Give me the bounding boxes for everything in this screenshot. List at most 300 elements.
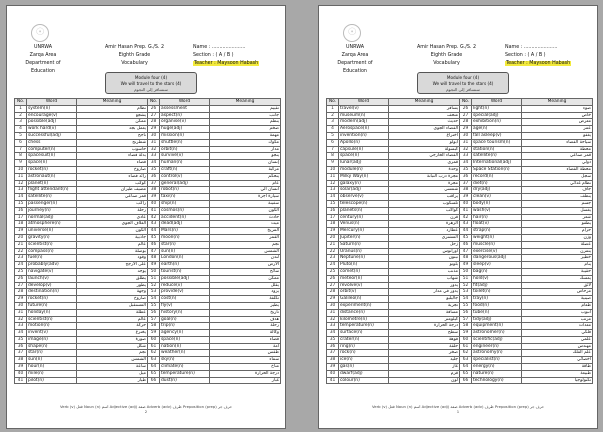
table-row bbox=[327, 139, 593, 146]
word-cell: trip(n) bbox=[160, 323, 210, 330]
meaning-cell: يمسك bbox=[522, 275, 593, 282]
row-number: 38 bbox=[15, 357, 27, 364]
meaning-cell: جاف bbox=[522, 187, 593, 194]
word-cell: possible(adj) bbox=[27, 119, 77, 126]
meaning-cell: قمر صناعي bbox=[77, 194, 148, 201]
row-number: 44 bbox=[460, 228, 472, 235]
meaning-cell: إنسان bbox=[210, 160, 281, 167]
word-cell: light(n) bbox=[472, 105, 522, 112]
row-number: 34 bbox=[327, 330, 339, 337]
row-number: 27 bbox=[15, 282, 27, 289]
row-number: 38 bbox=[460, 187, 472, 194]
word-cell: galaxy(n) bbox=[339, 180, 389, 187]
table-row bbox=[327, 207, 593, 214]
word-cell: toilet(n) bbox=[472, 289, 522, 296]
word-cell: Mercury(n) bbox=[339, 228, 389, 235]
row-number: 55 bbox=[148, 302, 160, 309]
school-name: Amir Hasan Prep. G./S. 2 bbox=[416, 45, 477, 50]
module-subtitle-arabic: سنسافر إلى النجوم bbox=[446, 87, 480, 92]
meaning-cell: وكالة bbox=[210, 330, 281, 337]
row-number: 8 bbox=[15, 153, 27, 160]
word-cell: museum(n) bbox=[339, 112, 389, 119]
word-cell: history(n) bbox=[160, 309, 210, 316]
table-row bbox=[15, 194, 281, 201]
row-number: 1 bbox=[15, 105, 27, 112]
meaning-cell: معدات bbox=[522, 323, 593, 330]
meaning-cell: معرض bbox=[522, 119, 593, 126]
meaning-cell: صاروخ bbox=[77, 166, 148, 173]
row-number: 13 bbox=[327, 187, 339, 194]
table-row bbox=[327, 316, 593, 323]
meaning-cell: زحل bbox=[389, 241, 460, 248]
row-number: 5 bbox=[15, 132, 27, 139]
meaning-cell: عطلة bbox=[77, 309, 148, 316]
row-number: 28 bbox=[460, 119, 472, 126]
table-row bbox=[15, 200, 281, 207]
word-cell: experiment(n) bbox=[339, 302, 389, 309]
meaning-cell: أورانوس bbox=[389, 248, 460, 255]
row-number: 46 bbox=[148, 241, 160, 248]
table-row bbox=[327, 112, 593, 119]
word-cell: food(n) bbox=[472, 302, 522, 309]
table-row bbox=[15, 364, 281, 371]
row-number: 9 bbox=[327, 160, 339, 167]
meaning-cell: حاسوب bbox=[77, 146, 148, 153]
table-row bbox=[15, 370, 281, 377]
meaning-cell: ضوء bbox=[522, 105, 593, 112]
row-number: 18 bbox=[15, 221, 27, 228]
meaning-cell: المستقبل bbox=[77, 302, 148, 309]
subject-label: Vocabulary bbox=[121, 61, 148, 66]
meaning-cell: كواكب bbox=[389, 207, 460, 214]
table-row bbox=[327, 370, 593, 377]
row-number: 30 bbox=[460, 132, 472, 139]
row-number: 66 bbox=[460, 377, 472, 384]
meaning-cell: الغلاف الجوي bbox=[77, 221, 148, 228]
row-number: 52 bbox=[460, 282, 472, 289]
word-cell: sun(n) bbox=[160, 248, 210, 255]
row-number: 56 bbox=[460, 309, 472, 316]
table-row bbox=[327, 214, 593, 221]
meaning-cell: ينظف bbox=[522, 194, 593, 201]
word-cell: cosmos(n) bbox=[160, 207, 210, 214]
table-row bbox=[15, 234, 281, 241]
word-cell: agency(n) bbox=[160, 330, 210, 337]
unrwa-logo-icon: ☉ bbox=[31, 24, 49, 42]
table-row bbox=[327, 146, 593, 153]
meaning-cell: علم الفلك bbox=[522, 350, 593, 357]
meaning-cell: شعر bbox=[522, 214, 593, 221]
meaning-cell: قمر صناعي bbox=[522, 153, 593, 160]
meaning-cell: غبار bbox=[210, 377, 281, 384]
word-cell: launch(v) bbox=[27, 275, 77, 282]
word-cell: comet(n) bbox=[339, 268, 389, 275]
column-header-no: No. bbox=[148, 99, 160, 106]
module-subtitle-arabic: سنسافر إلى النجوم bbox=[134, 87, 168, 92]
word-cell: destination(n) bbox=[27, 289, 77, 296]
word-cell: telescope(n) bbox=[339, 200, 389, 207]
row-number: 65 bbox=[148, 370, 160, 377]
row-number: 21 bbox=[327, 241, 339, 248]
meaning-cell: قرن bbox=[389, 214, 460, 221]
meaning-cell: جاليليو bbox=[389, 296, 460, 303]
word-cell: satellite(n) bbox=[472, 153, 522, 160]
row-number: 44 bbox=[148, 228, 160, 235]
meaning-cell: صورة bbox=[77, 336, 148, 343]
row-number: 17 bbox=[327, 214, 339, 221]
row-number: 2 bbox=[15, 112, 27, 119]
row-number: 37 bbox=[15, 350, 27, 357]
row-number: 17 bbox=[15, 214, 27, 221]
row-number: 42 bbox=[460, 214, 472, 221]
row-number: 18 bbox=[327, 221, 339, 228]
table-row bbox=[15, 323, 281, 330]
table-row bbox=[327, 289, 593, 296]
meaning-cell: فوهة bbox=[389, 336, 460, 343]
word-cell: London(n) bbox=[160, 255, 210, 262]
table-row bbox=[15, 330, 281, 337]
row-number: 48 bbox=[148, 255, 160, 262]
word-cell: ring(n) bbox=[339, 343, 389, 350]
name-field: Name : ...................... bbox=[505, 45, 558, 50]
meaning-cell: سيارة أجرة bbox=[210, 194, 281, 201]
row-number: 32 bbox=[148, 146, 160, 153]
table-row bbox=[327, 221, 593, 228]
word-cell: aspect(n) bbox=[160, 112, 210, 119]
meaning-cell: بدلة فضاء bbox=[77, 153, 148, 160]
meaning-cell: قزم bbox=[389, 370, 460, 377]
row-number: 6 bbox=[327, 139, 339, 146]
row-number: 39 bbox=[15, 364, 27, 371]
word-cell: weather(n) bbox=[160, 350, 210, 357]
word-cell: taxi(n) bbox=[160, 194, 210, 201]
word-cell: rocket(n) bbox=[27, 296, 77, 303]
word-cell: International(adj) bbox=[472, 160, 522, 167]
word-cell: sleep(v) bbox=[472, 262, 522, 269]
row-number: 37 bbox=[327, 350, 339, 357]
meaning-cell: وقود bbox=[77, 255, 148, 262]
word-cell: robot(n) bbox=[160, 187, 210, 194]
word-cell: general(adj) bbox=[160, 180, 210, 187]
word-cell: specialist(n) bbox=[472, 357, 522, 364]
table-row bbox=[15, 302, 281, 309]
word-cell: planets(n) bbox=[339, 207, 389, 214]
column-header-meaning: Meaning bbox=[522, 99, 593, 106]
row-number: 41 bbox=[460, 207, 472, 214]
module-title: Module four (4) bbox=[134, 75, 168, 80]
row-number: 34 bbox=[15, 330, 27, 337]
table-row bbox=[15, 282, 281, 289]
row-number: 16 bbox=[327, 207, 339, 214]
vocabulary-table bbox=[326, 98, 593, 384]
module-subtitle: We will travel to the stars (4) bbox=[432, 81, 494, 86]
meaning-cell: تكلفة bbox=[210, 296, 281, 303]
word-cell: module(n) bbox=[339, 166, 389, 173]
meaning-cell: تلسكوب bbox=[389, 200, 460, 207]
row-number: 30 bbox=[15, 302, 27, 309]
row-number: 62 bbox=[148, 350, 160, 357]
meaning-cell: يطفو bbox=[522, 221, 593, 228]
meaning-cell: جليد bbox=[389, 357, 460, 364]
word-cell: reduce(v) bbox=[160, 282, 210, 289]
meaning-cell: يغفو bbox=[522, 132, 593, 139]
row-number: 53 bbox=[460, 289, 472, 296]
row-number: 27 bbox=[148, 112, 160, 119]
word-cell: navigate(v) bbox=[27, 268, 77, 275]
table-row bbox=[327, 343, 593, 350]
word-cell: successful(adj) bbox=[27, 132, 77, 139]
table-row bbox=[327, 262, 593, 269]
word-cell: float(v) bbox=[472, 221, 522, 228]
page-header bbox=[7, 6, 285, 72]
row-number: 63 bbox=[148, 357, 160, 364]
meaning-cell: طقس bbox=[210, 350, 281, 357]
word-cell: planet(n) bbox=[27, 180, 77, 187]
meaning-cell: نجم bbox=[77, 350, 148, 357]
row-number: 65 bbox=[460, 370, 472, 377]
meaning-cell: ضخم bbox=[210, 126, 281, 133]
row-number: 23 bbox=[327, 255, 339, 262]
word-cell: century(n) bbox=[339, 214, 389, 221]
meaning-cell: اختراع bbox=[389, 132, 460, 139]
meaning-cell: صخر bbox=[389, 350, 460, 357]
row-number: 27 bbox=[327, 282, 339, 289]
table-header-row bbox=[327, 99, 593, 106]
meaning-cell: الأرض bbox=[210, 262, 281, 269]
word-cell: bag(n) bbox=[472, 268, 522, 275]
meaning-cell: حديث bbox=[389, 119, 460, 126]
word-cell: sun(n) bbox=[27, 357, 77, 364]
word-cell: crater(n) bbox=[339, 336, 389, 343]
class-info bbox=[102, 44, 167, 68]
word-cell: goal(n) bbox=[160, 316, 210, 323]
meaning-cell: الكون bbox=[77, 228, 148, 235]
word-cell: Galileo(n) bbox=[339, 296, 389, 303]
word-cell: space tourism(n) bbox=[472, 139, 522, 146]
table-row bbox=[327, 160, 593, 167]
row-number: 57 bbox=[148, 316, 160, 323]
table-row bbox=[327, 323, 593, 330]
word-cell: tidy(adj) bbox=[472, 316, 522, 323]
table-row bbox=[15, 296, 281, 303]
meaning-cell: حقيبة bbox=[522, 268, 593, 275]
table-row bbox=[15, 153, 281, 160]
row-number: 42 bbox=[148, 214, 160, 221]
table-row bbox=[327, 241, 593, 248]
table-row bbox=[15, 309, 281, 316]
org-name: UNRWA bbox=[34, 45, 52, 50]
word-cell: Milky Way(n) bbox=[339, 173, 389, 180]
module-banner bbox=[417, 72, 509, 94]
word-cell: capsule(n) bbox=[339, 146, 389, 153]
row-number: 14 bbox=[327, 194, 339, 201]
row-number: 59 bbox=[148, 330, 160, 337]
legend-text: Verb (v) فعل Noun (n) اسم Adjective (adj) صفة Adverb (adv) ظرف Preposition (prep) حرف جر bbox=[371, 404, 545, 409]
meaning-cell: أخصائي bbox=[522, 357, 593, 364]
meaning-cell: كوكب bbox=[77, 180, 148, 187]
word-cell: rocket(n) bbox=[27, 166, 77, 173]
module-title: Module four (4) bbox=[446, 75, 480, 80]
word-cell: Jupiter(n) bbox=[339, 234, 389, 241]
meaning-cell: كيلومتر bbox=[389, 316, 460, 323]
word-cell: wash(v) bbox=[472, 207, 522, 214]
row-number: 51 bbox=[460, 275, 472, 282]
row-number: 8 bbox=[327, 153, 339, 160]
column-header-word: Word bbox=[27, 99, 77, 106]
word-cell: travel(v) bbox=[339, 105, 389, 112]
row-number: 34 bbox=[148, 160, 160, 167]
word-cell: probably(adv) bbox=[27, 262, 77, 269]
row-number: 36 bbox=[460, 173, 472, 180]
table-row bbox=[15, 112, 281, 119]
word-cell: Uranus(n) bbox=[339, 248, 389, 255]
row-number: 13 bbox=[15, 187, 27, 194]
table-row bbox=[15, 139, 281, 146]
row-number: 61 bbox=[148, 343, 160, 350]
word-cell: temperature(n) bbox=[160, 370, 210, 377]
table-row bbox=[327, 255, 593, 262]
meaning-cell: لائق bbox=[522, 282, 593, 289]
word-cell: lunar(adj) bbox=[339, 160, 389, 167]
row-number: 1 bbox=[327, 105, 339, 112]
meaning-cell: ينام bbox=[522, 262, 593, 269]
row-number: 4 bbox=[15, 126, 27, 133]
page-footer bbox=[15, 404, 277, 414]
meaning-cell: يطلق bbox=[77, 275, 148, 282]
word-cell: hour(n) bbox=[27, 364, 77, 371]
meaning-cell: يسافر bbox=[389, 105, 460, 112]
area-name: Zarqa Area bbox=[341, 53, 369, 58]
meaning-cell: نظام bbox=[77, 105, 148, 112]
word-cell: passenger(n) bbox=[27, 200, 77, 207]
row-number: 26 bbox=[327, 275, 339, 282]
row-number: 10 bbox=[327, 166, 339, 173]
word-cell: Neptune(n) bbox=[339, 255, 389, 262]
table-row bbox=[327, 377, 593, 384]
row-number: 24 bbox=[15, 262, 27, 269]
row-number: 11 bbox=[327, 173, 339, 180]
meaning-cell: سائح bbox=[210, 268, 281, 275]
table-row bbox=[327, 194, 593, 201]
meaning-cell: يغسل bbox=[522, 207, 593, 214]
row-number: 58 bbox=[460, 323, 472, 330]
word-cell: dwarf(adj) bbox=[339, 370, 389, 377]
row-number: 48 bbox=[460, 255, 472, 262]
meaning-cell: عطارد bbox=[389, 228, 460, 235]
word-cell: moon(n) bbox=[160, 234, 210, 241]
meaning-cell: مجرة bbox=[389, 180, 460, 187]
row-number: 31 bbox=[15, 309, 27, 316]
meaning-cell: عادي bbox=[77, 214, 148, 221]
row-number: 49 bbox=[460, 262, 472, 269]
row-number: 57 bbox=[460, 316, 472, 323]
row-number: 15 bbox=[327, 200, 339, 207]
meaning-cell: درجة الحرارة bbox=[389, 323, 460, 330]
word-cell: colour(n) bbox=[339, 377, 389, 384]
word-cell: fit(adj) bbox=[472, 282, 522, 289]
row-number: 28 bbox=[327, 289, 339, 296]
table-row bbox=[327, 173, 593, 180]
word-cell: fly(v) bbox=[160, 302, 210, 309]
word-cell: special(adj) bbox=[472, 112, 522, 119]
page-number: 2 bbox=[144, 409, 148, 414]
meaning-cell: حادث bbox=[210, 214, 281, 221]
row-number: 22 bbox=[15, 248, 27, 255]
meaning-cell: المريخ bbox=[210, 228, 281, 235]
word-cell: hair(n) bbox=[472, 214, 522, 221]
row-number: 19 bbox=[327, 228, 339, 235]
department-name: Department of Education bbox=[25, 61, 61, 74]
table-row bbox=[15, 377, 281, 384]
table-row bbox=[15, 187, 281, 194]
row-number: 29 bbox=[148, 126, 160, 133]
word-cell: compass(n) bbox=[27, 248, 77, 255]
meaning-cell: مرحاض bbox=[522, 289, 593, 296]
table-row bbox=[15, 275, 281, 282]
row-number: 32 bbox=[327, 316, 339, 323]
meaning-cell: عالم bbox=[77, 241, 148, 248]
meaning-cell: يطير bbox=[210, 302, 281, 309]
student-info bbox=[505, 44, 597, 68]
table-row bbox=[15, 255, 281, 262]
row-number: 10 bbox=[15, 166, 27, 173]
meaning-cell: نبتون bbox=[389, 255, 460, 262]
word-cell: Mars(n) bbox=[160, 228, 210, 235]
row-number: 37 bbox=[460, 180, 472, 187]
table-row bbox=[327, 275, 593, 282]
word-cell: control(v) bbox=[160, 173, 210, 180]
teacher-label: Teacher : Maysoon Habash bbox=[506, 61, 571, 66]
meaning-cell: هدف bbox=[210, 316, 281, 323]
word-cell: mile(n) bbox=[27, 370, 77, 377]
meaning-cell: بلوتو bbox=[389, 262, 460, 269]
table-row bbox=[15, 146, 281, 153]
meaning-cell: علمي bbox=[522, 336, 593, 343]
meaning-cell: يعمل بجد bbox=[77, 126, 148, 133]
table-row bbox=[15, 221, 281, 228]
row-number: 52 bbox=[148, 282, 160, 289]
word-cell: station(n) bbox=[472, 146, 522, 153]
word-cell: sky(n) bbox=[160, 357, 210, 364]
section-field: Section : ( A / B ) bbox=[193, 53, 234, 58]
meaning-cell: فضاء bbox=[77, 160, 148, 167]
meaning-cell: عالم bbox=[77, 316, 148, 323]
meaning-cell: نظام غذائي bbox=[522, 180, 593, 187]
meaning-cell: جاذبية bbox=[77, 234, 148, 241]
table-row bbox=[327, 132, 593, 139]
word-cell: tray(n) bbox=[472, 296, 522, 303]
row-number: 33 bbox=[327, 323, 339, 330]
meaning-cell: سياحة الفضاء bbox=[522, 139, 593, 146]
row-number: 2 bbox=[327, 112, 339, 119]
org-name: UNRWA bbox=[346, 45, 364, 50]
meaning-cell: شمسي bbox=[389, 187, 460, 194]
word-cell: satellite(n) bbox=[27, 194, 77, 201]
word-cell: fall asleep(v) bbox=[472, 132, 522, 139]
row-number: 12 bbox=[15, 180, 27, 187]
column-header-no: No. bbox=[327, 99, 339, 106]
meaning-cell: الكون bbox=[210, 207, 281, 214]
meaning-cell: قمري bbox=[389, 160, 460, 167]
meaning-cell: عام bbox=[210, 180, 281, 187]
table-row bbox=[327, 268, 593, 275]
row-number: 20 bbox=[327, 234, 339, 241]
word-cell: chess bbox=[27, 139, 77, 146]
row-number: 20 bbox=[15, 234, 27, 241]
meaning-cell: تقييم bbox=[210, 105, 281, 112]
table-row bbox=[15, 316, 281, 323]
table-row bbox=[15, 350, 281, 357]
